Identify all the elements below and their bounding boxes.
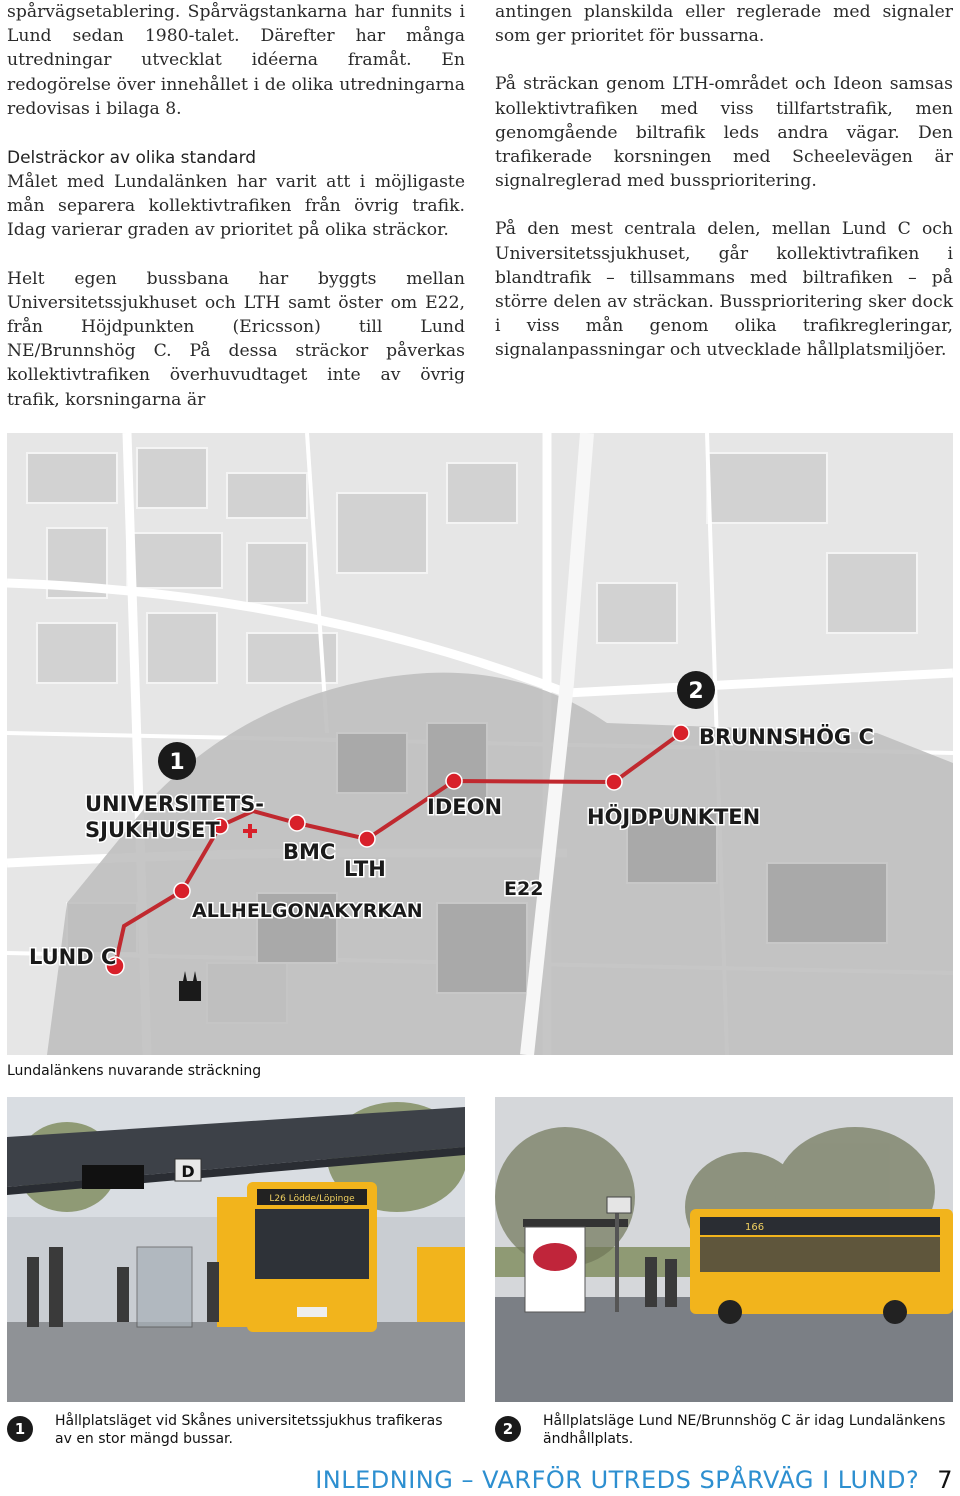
photo-bus-stop xyxy=(495,1097,953,1402)
label-ideon: IDEON xyxy=(427,795,503,819)
label-brunnshog: BRUNNSHÖG C xyxy=(699,725,874,749)
stop-lth xyxy=(359,831,375,847)
footer-title: INLEDNING – VARFÖR UTREDS SPÅRVÄG I LUND? xyxy=(315,1466,920,1494)
label-allhelgonakyrkan: ALLHELGONAKYRKAN xyxy=(192,900,423,922)
stop-ideon xyxy=(446,773,462,789)
bus-icon xyxy=(217,1182,377,1332)
svg-text:L26 Lödde/Löpinge: L26 Lödde/Löpinge xyxy=(269,1194,355,1204)
paragraph: antingen planskilda eller reglerade med signaler som ger prioritet för bussarna. xyxy=(495,2,953,47)
label-universitetssjukhuset: SJUKHUSET xyxy=(85,818,220,842)
page-number: 7 xyxy=(937,1466,953,1494)
paragraph: På den mest centrala delen, mellan Lund C och Universitetssjukhuset, går kollektivtrafiken i blandtrafik – tillsammans med biltrafiken – på större delen av sträckan. Bussprioritering sker dock i viss mån genom olika trafikregleringar, signalanpassningar och utvecklade hållplatsmiljöer. xyxy=(495,219,953,361)
caption-text: Hållplatsläget vid Skånes universitetssjukhus trafikeras av en stor mängd bussar. xyxy=(55,1413,443,1447)
svg-text:166: 166 xyxy=(745,1222,765,1233)
paragraph: Helt egen bussbana har byggts mellan Universitetssjukhuset och LTH samt öster om E22, från Höjdpunkten (Ericsson) till Lund NE/Brunnshög C. På dessa sträckor påverkas kollektivtrafiken överhuvudtaget inte av övrig trafik, korsningarna är xyxy=(7,268,465,410)
paragraph: spårvägsetablering. Spårvägstankarna har funnits i Lund sedan 1980-talet. Därefter har många utredningar utvecklat idéerna framåt. En redogörelse över innehållet i de olika utredningarna redovisas i bilaga 8. xyxy=(7,2,465,119)
label-lund-c: LUND C xyxy=(29,945,117,969)
label-universitetssjukhuset: UNIVERSITETS- xyxy=(85,792,264,816)
stop-brunnshog xyxy=(673,725,689,741)
caption-number: 2 xyxy=(495,1416,521,1442)
photo-bus-station xyxy=(7,1097,465,1402)
paragraph: På sträckan genom LTH-området och Ideon samsas kollektivtrafiken med viss tillfartstrafik, men genomgående biltrafik leds andra vägar. Den trafikerade korsningen med Scheelevägen är signalreglerad med bussprioritering. xyxy=(495,74,953,192)
section-heading: Delsträckor av olika standard xyxy=(7,148,257,169)
right-text-column xyxy=(495,0,953,387)
caption-number: 1 xyxy=(7,1416,33,1442)
label-lth: LTH xyxy=(344,857,386,881)
stop-hojdpunkten xyxy=(606,774,622,790)
svg-text:2: 2 xyxy=(688,679,704,704)
caption-text: Hållplatsläge Lund NE/Brunnshög C är idag Lundalänkens ändhållplats. xyxy=(543,1413,946,1447)
label-hojdpunkten: HÖJDPUNKTEN xyxy=(587,805,761,829)
marker-1 xyxy=(158,742,196,780)
label-e22: E22 xyxy=(504,878,544,900)
stop-allhelgonakyrkan xyxy=(174,883,190,899)
paragraph: Målet med Lundalänken har varit att i möjligaste mån separera kollektivtrafiken från övrig trafik. Idag varierar graden av prioritet på olika sträckor. xyxy=(7,172,465,241)
svg-text:1: 1 xyxy=(169,750,185,775)
page-footer xyxy=(315,1466,953,1494)
stop-bmc xyxy=(289,815,305,831)
svg-text:D: D xyxy=(181,1162,195,1181)
label-bmc: BMC xyxy=(283,840,336,864)
bus-icon xyxy=(690,1209,953,1324)
left-text-column xyxy=(7,0,465,436)
route-map xyxy=(7,433,953,1055)
map-caption: Lundalänkens nuvarande sträckning xyxy=(7,1063,262,1079)
marker-2 xyxy=(677,671,715,709)
